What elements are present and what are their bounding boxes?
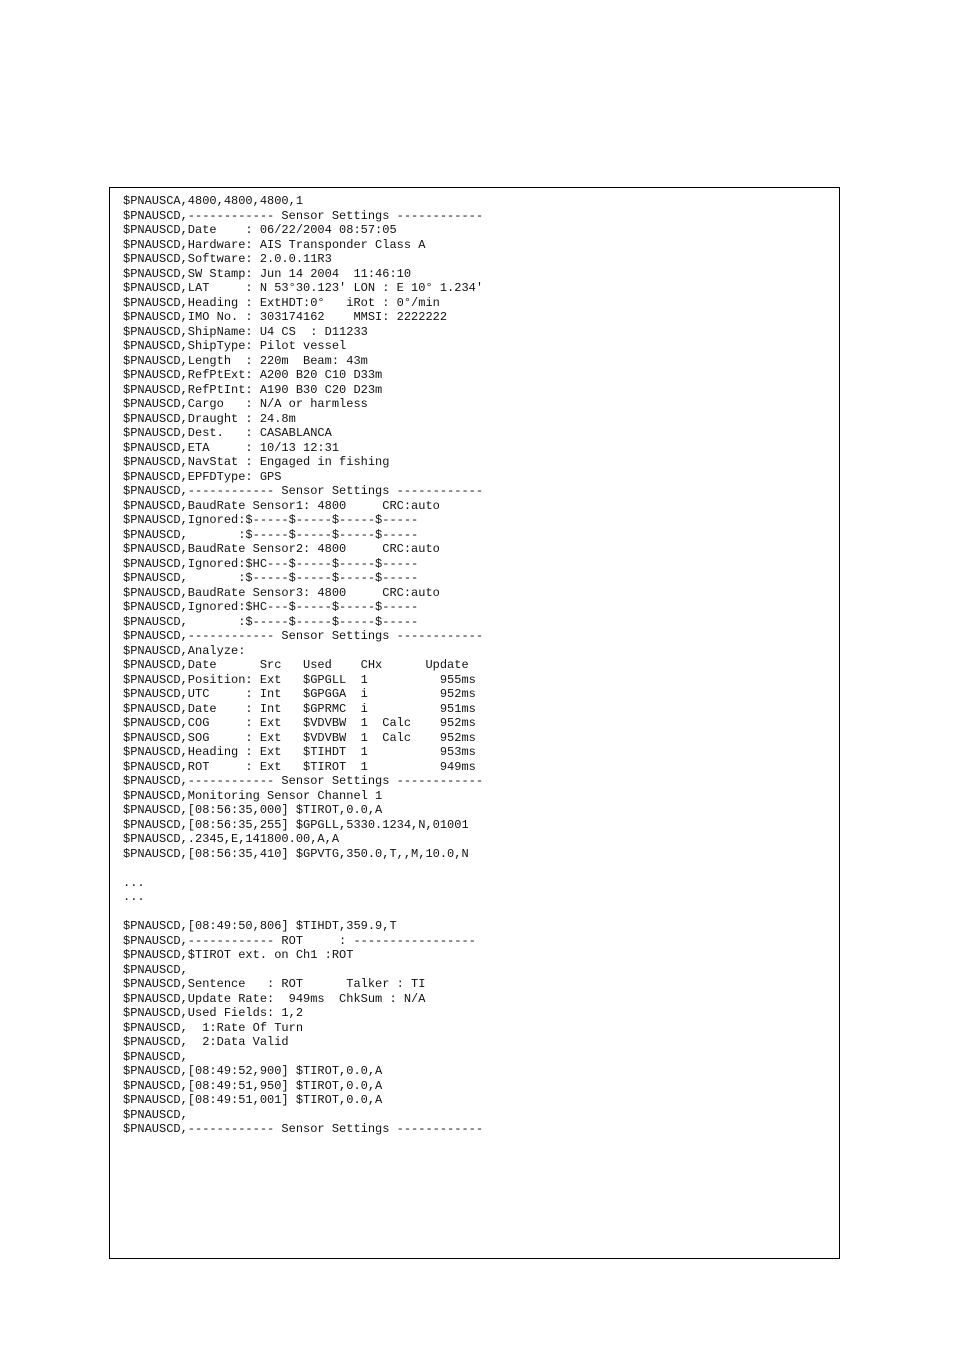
log-line: $PNAUSCD,Ignored:$-----$-----$-----$-----: [123, 513, 419, 527]
log-line: $PNAUSCD,Ignored:$HC---$-----$-----$-----: [123, 556, 419, 571]
log-line: $PNAUSCD,Date : Int $GPRMC i 951ms: [123, 701, 476, 716]
log-line: $PNAUSCD,: [123, 1049, 188, 1064]
log-line: $PNAUSCD,Used Fields: 1,2: [123, 1006, 304, 1020]
log-line: $PNAUSCD,ETA : 10/13 12:31: [123, 440, 340, 455]
log-line: $PNAUSCD,Monitoring Sensor Channel 1: [123, 788, 383, 803]
log-frame: [109, 187, 840, 1259]
log-line: $PNAUSCD,SOG : Ext $VDVBW 1 Calc 952ms: [123, 730, 476, 745]
log-line: $PNAUSCD,$TIROT ext. on Ch1 :ROT: [123, 948, 354, 962]
log-line: $PNAUSCD,Update Rate: 949ms ChkSum : N/A: [123, 991, 426, 1006]
log-line: [123, 861, 483, 876]
log-line: $PNAUSCD,RefPtExt: A200 B20 C10 D33m: [123, 368, 383, 382]
log-line: $PNAUSCD,BaudRate Sensor1: 4800 CRC:auto: [123, 498, 440, 513]
log-line: $PNAUSCD,SW Stamp: Jun 14 2004 11:46:10: [123, 266, 412, 281]
log-line: $PNAUSCD,Date Src Used CHx Update: [123, 658, 469, 672]
log-line: $PNAUSCD,Cargo : N/A or harmless: [123, 397, 368, 411]
log-line: $PNAUSCD,UTC : Int $GPGGA i 952ms: [123, 687, 476, 701]
log-text-block: [123, 194, 483, 1137]
log-line: $PNAUSCD,Hardware: AIS Transponder Class A: [123, 237, 426, 252]
log-line: $PNAUSCD,Date : 06/22/2004 08:57:05: [123, 223, 397, 237]
log-line: $PNAUSCD,: [123, 1107, 188, 1122]
log-line: $PNAUSCD,.2345,E,141800.00,A,A: [123, 832, 340, 846]
log-line: $PNAUSCD,BaudRate Sensor3: 4800 CRC:auto: [123, 585, 440, 600]
log-line: $PNAUSCD,Ignored:$HC---$-----$-----$-----: [123, 600, 419, 614]
log-line: $PNAUSCD, :$-----$-----$-----$-----: [123, 527, 419, 542]
log-line: $PNAUSCD,[08:49:51,950] $TIROT,0.0,A: [123, 1078, 383, 1093]
log-line: $PNAUSCA,4800,4800,4800,1: [123, 194, 304, 208]
log-line: $PNAUSCD,[08:49:50,806] $TIHDT,359.9,T: [123, 919, 397, 933]
log-line: $PNAUSCD,Dest. : CASABLANCA: [123, 426, 332, 440]
log-line: $PNAUSCD,COG : Ext $VDVBW 1 Calc 952ms: [123, 716, 476, 730]
log-line: $PNAUSCD,ROT : Ext $TIROT 1 949ms: [123, 759, 476, 774]
log-line: $PNAUSCD,Heading : ExtHDT:0° iRot : 0°/min: [123, 295, 440, 310]
log-line: $PNAUSCD,[08:56:35,000] $TIROT,0.0,A: [123, 803, 383, 817]
log-line: $PNAUSCD,BaudRate Sensor2: 4800 CRC:auto: [123, 542, 440, 556]
log-line: $PNAUSCD,ShipType: Pilot vessel: [123, 339, 347, 353]
log-line: $PNAUSCD,: [123, 962, 188, 977]
log-line: $PNAUSCD,RefPtInt: A190 B30 C20 D23m: [123, 382, 383, 397]
log-line: ...: [123, 875, 145, 890]
log-line: $PNAUSCD, 1:Rate Of Turn: [123, 1020, 304, 1035]
log-line: $PNAUSCD,Analyze:: [123, 643, 246, 658]
log-line: $PNAUSCD,Length : 220m Beam: 43m: [123, 353, 368, 368]
log-line: $PNAUSCD,------------ ROT : -----------------: [123, 933, 476, 948]
log-line: $PNAUSCD,------------ Sensor Settings ------------: [123, 484, 484, 498]
log-line: $PNAUSCD,ShipName: U4 CS : D11233: [123, 324, 368, 339]
log-line: $PNAUSCD, :$-----$-----$-----$-----: [123, 571, 419, 585]
log-line: $PNAUSCD,------------ Sensor Settings ------------: [123, 629, 484, 643]
log-line: $PNAUSCD,Draught : 24.8m: [123, 411, 296, 426]
log-line: $PNAUSCD, 2:Data Valid: [123, 1035, 289, 1049]
log-line: $PNAUSCD,[08:49:52,900] $TIROT,0.0,A: [123, 1064, 383, 1078]
log-line: $PNAUSCD,Position: Ext $GPGLL 1 955ms: [123, 672, 476, 687]
log-line: $PNAUSCD,[08:56:35,255] $GPGLL,5330.1234,N,01001: [123, 817, 469, 832]
log-line: $PNAUSCD,Heading : Ext $TIHDT 1 953ms: [123, 745, 476, 759]
log-line: $PNAUSCD,Sentence : ROT Talker : TI: [123, 977, 426, 991]
log-line: $PNAUSCD, :$-----$-----$-----$-----: [123, 614, 419, 629]
log-line: $PNAUSCD,Software: 2.0.0.11R3: [123, 252, 332, 266]
log-line: $PNAUSCD,[08:56:35,410] $GPVTG,350.0,T,,M,10.0,N: [123, 846, 469, 861]
log-line: $PNAUSCD,------------ Sensor Settings ------------: [123, 1122, 484, 1136]
log-line: $PNAUSCD,EPFDType: GPS: [123, 469, 282, 484]
log-line: $PNAUSCD,IMO No. : 303174162 MMSI: 2222222: [123, 310, 448, 324]
log-line: $PNAUSCD,LAT : N 53°30.123' LON : E 10° 1.234': [123, 281, 484, 295]
log-line: $PNAUSCD,[08:49:51,001] $TIROT,0.0,A: [123, 1093, 383, 1107]
log-line: $PNAUSCD,------------ Sensor Settings ------------: [123, 208, 484, 223]
log-line: [123, 905, 483, 920]
log-line: $PNAUSCD,NavStat : Engaged in fishing: [123, 455, 390, 469]
log-line: $PNAUSCD,------------ Sensor Settings ------------: [123, 774, 484, 788]
log-line: ...: [123, 890, 145, 904]
